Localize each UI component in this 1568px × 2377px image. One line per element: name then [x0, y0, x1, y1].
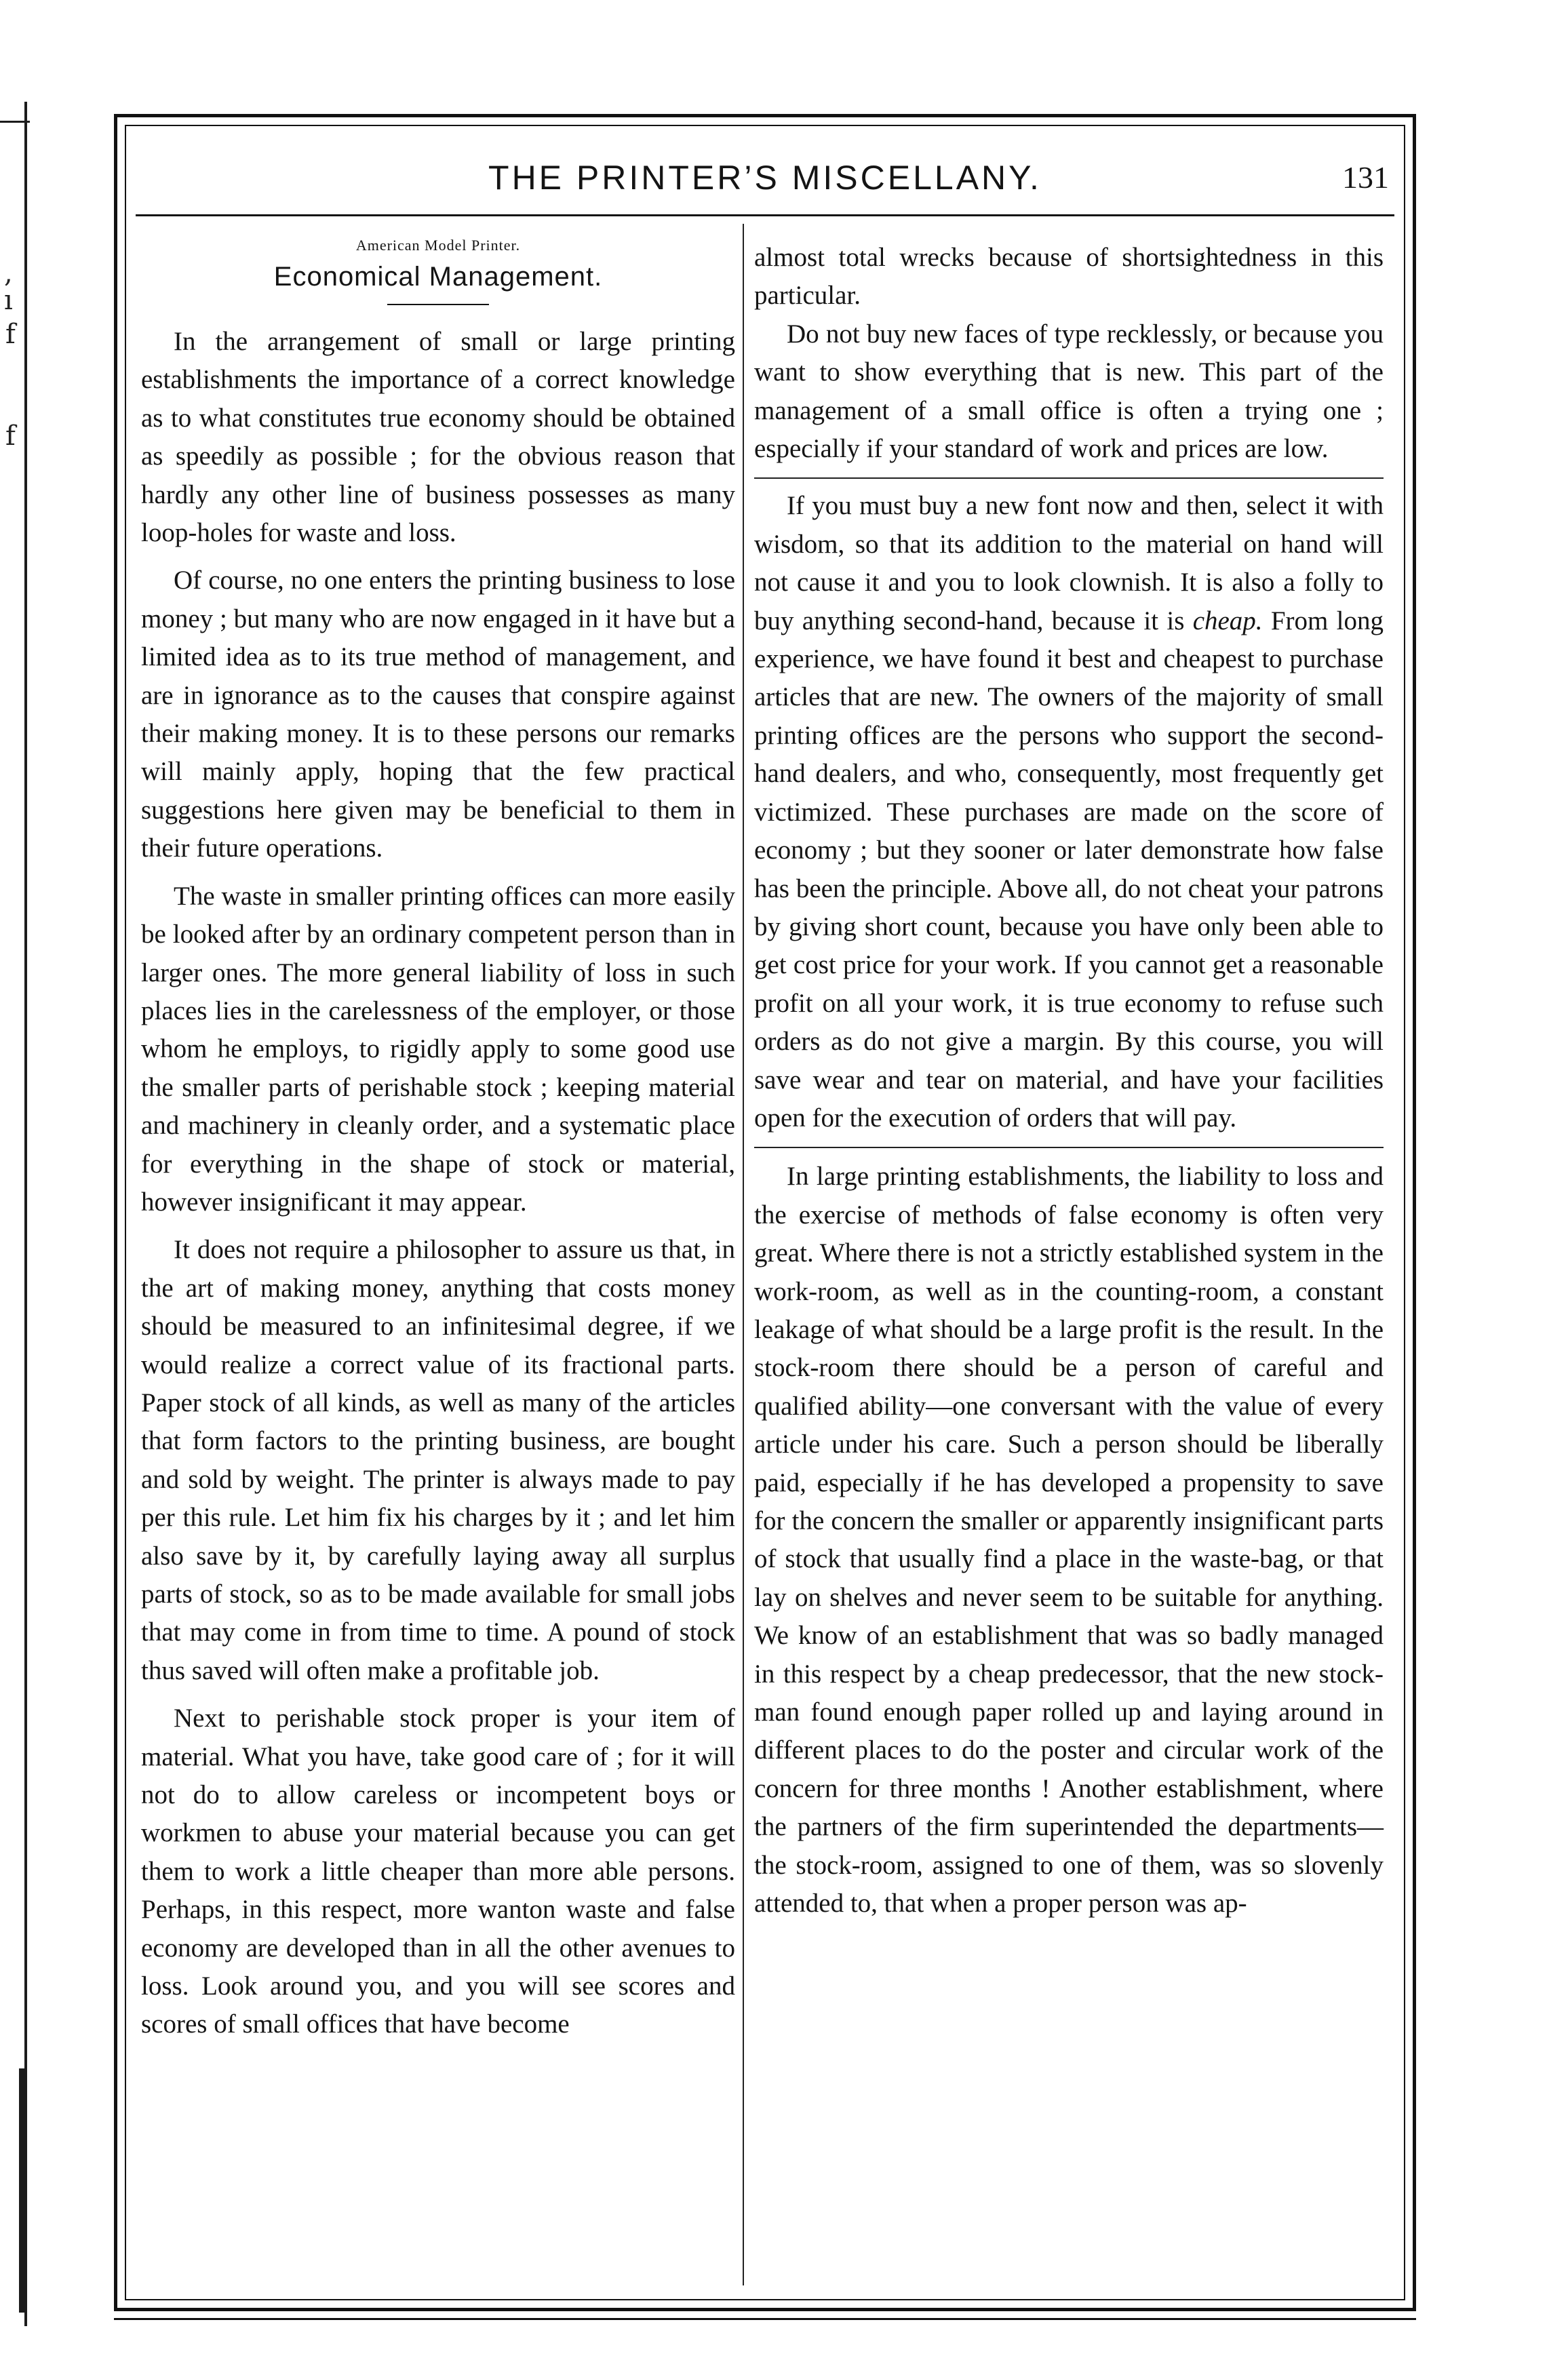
paragraph: Of course, no one enters the printing business to lose money ; but many who are now engaged in it have but a limited idea as to its true method of management, and are in ignorance as to the causes that conspire against their making money. It is to these persons our remarks will mainly apply, hoping that the few practical suggestions here given may be beneficial to them in their future operations.: [141, 566, 735, 863]
header-rule: [136, 214, 1394, 216]
paragraph-text: If you must buy a new font now and then, select it with wisdom, so that its addition to the material on hand will not cause it and you to look clownish. It is also a folly to buy anything second-hand, because it is: [754, 491, 1384, 635]
page-number: 131: [1342, 160, 1389, 195]
paragraph-rule: [754, 1147, 1384, 1148]
margin-mark: ,: [4, 258, 13, 289]
left-column: [141, 224, 735, 2044]
running-title: THE PRINTER’S MISCELLANY.: [488, 159, 1042, 197]
paragraph: [754, 487, 1384, 1137]
article-title: Economical Management.: [273, 262, 603, 292]
right-column: [754, 224, 1384, 1923]
paragraph: In large printing establishments, the liability to loss and the exercise of methods of false economy is often very great. Where there is not a strictly established system in the work-room, as well as in the counting-room, a constant leakage of what should be a large profit is the result. In the stock-room there should be a person of careful and qualified ability—one conversant with the value of every article under his care. Such a person should be liberally paid, especially if he has developed a propensity to save for the concern the smaller or apparently insignificant parts of stock that usually find a place in the waste-bag, or that lay on shelves and never seem to be suitable for anything. We know of an establishment that was so badly managed in this respect by a cheap predecessor, that the new stock-man found enough paper rolled up and laying around in different places to do the poster and circular work of the concern for three months ! Another establishment, where the partners of the firm superintended the departments—the stock-room, assigned to one of them, was so slovenly attended to, that when a proper person was ap-: [754, 1162, 1384, 1919]
paragraph-continued: almost total wrecks because of shortsightedness in this particular.: [754, 243, 1384, 311]
paragraph: The waste in smaller printing offices can more easily be looked after by an ordinary competent person than in larger ones. The more general liability of loss in such places lies in the carelessness of the employer, or those whom he employs, to rigidly apply to some good use the smaller parts of perishable stock ; keeping material and machinery in cleanly order, and a systematic place for everything in the shape of stock or material, however insignificant it may appear.: [141, 881, 735, 1217]
title-rule: [387, 304, 489, 305]
margin-mark: ı: [4, 285, 13, 316]
running-head: [136, 151, 1394, 205]
paragraph: Next to perishable stock proper is your item of material. What you have, take good care of ; for it will not do to allow careless or incompetent boys or workmen to abuse your material because you can get them to work a little cheaper than more able persons. Perhaps, in this respect, more wanton waste and false economy are developed than in all the other avenues to loss. Look around you, and you will see scores and scores of small offices that have become: [141, 1704, 735, 2039]
paragraph-italic: cheap.: [1192, 606, 1263, 635]
frame-bottom-rule: [114, 2318, 1416, 2320]
article-credit: American Model Printer.: [355, 237, 521, 254]
paragraph-text: From long experience, we have found it best and cheapest to purchase articles that are new. The owners of the majority of small printing offices are the persons who support the second-hand dealers, and who, consequently, most frequently get victimized. These purchases are made on the score of economy ; but they sooner or later demonstrate how false has been the principle. Above all, do not cheat your patrons by giving short count, because you have only been able to get cost price for your work. If you cannot get a reasonable profit on all your work, it is true economy to refuse such orders as do not give a margin. By this course, you will save wear and tear on material, and have your facilities open for the execution of orders that will pay.: [754, 606, 1384, 1133]
paragraph: It does not require a philosopher to assure us that, in the art of making money, anything that costs money should be measured to an infinitesimal degree, if we would realize a correct value of its fractional parts. Paper stock of all kinds, as well as many of the articles that form factors to the printing business, are bought and sold by weight. The printer is always made to pay per this rule. Let him fix his charges by it ; and let him also save by it, by carefully laying away all surplus parts of stock, so as to be made available for small jobs that may come in from time to time. A pound of stock thus saved will often make a profitable job.: [141, 1235, 735, 1685]
paragraph: Do not buy new faces of type recklessly, or because you want to show everything that is new. This part of the management of a small office is often a trying one ; especially if your standard of work and prices are low.: [754, 319, 1384, 464]
scan-edge-artifacts: [0, 102, 41, 2326]
paragraph-rule: [754, 477, 1384, 479]
column-divider: [743, 224, 744, 2285]
margin-mark: f: [5, 420, 16, 452]
paragraph: In the arrangement of small or large printing establishments the importance of a correct knowledge as to what constitutes true economy should be obtained as speedily as possible ; for the obvious reason that hardly any other line of business possesses as many loop-holes for waste and loss.: [141, 327, 735, 548]
margin-mark: f: [5, 319, 16, 350]
